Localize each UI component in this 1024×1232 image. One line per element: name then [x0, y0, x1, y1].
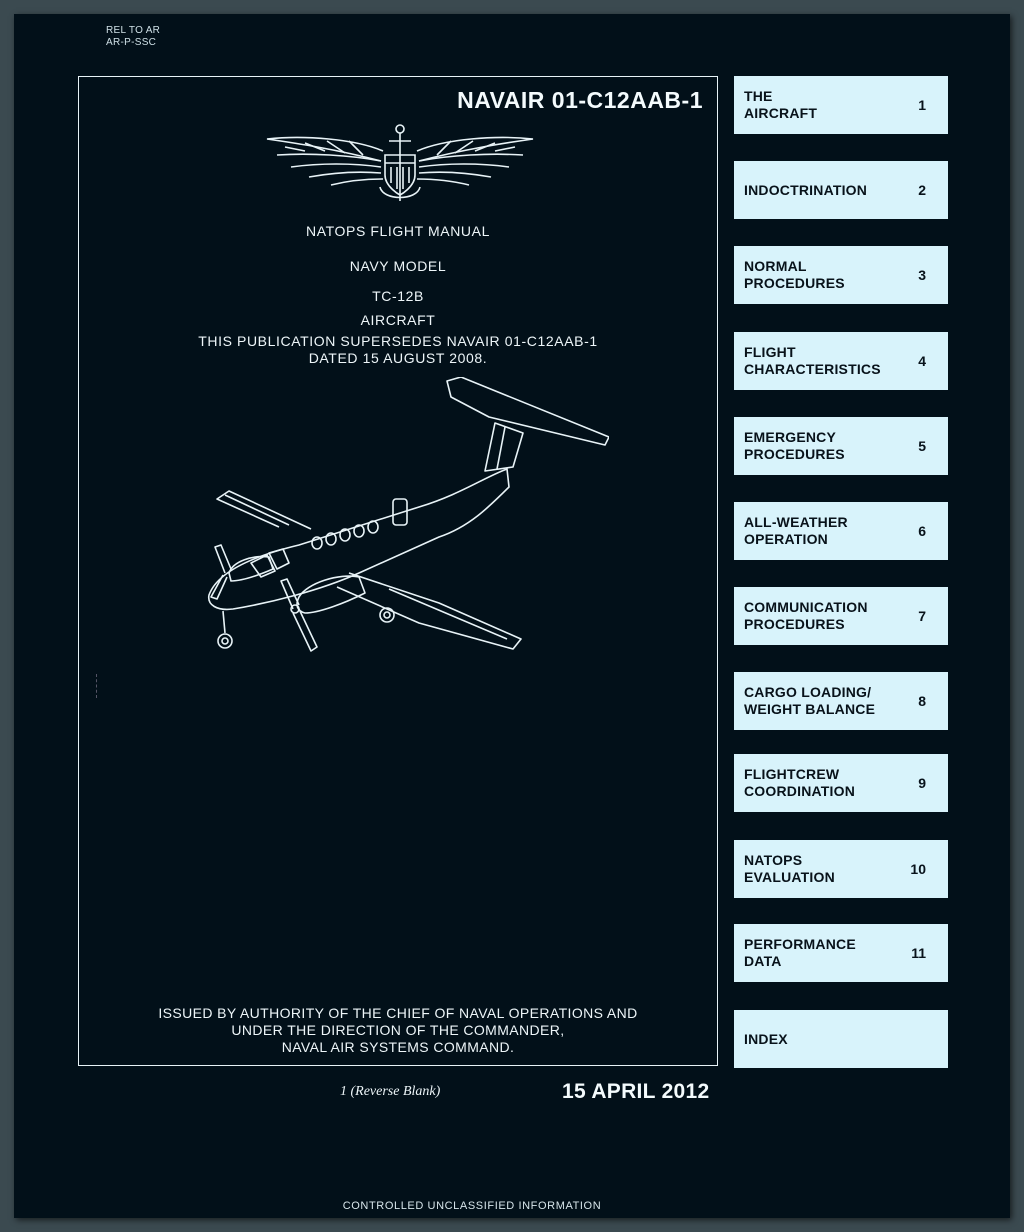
tab-number: 9 [918, 775, 926, 791]
tab-cargo-loading-weight-balance[interactable] [734, 672, 948, 730]
tab-label: FLIGHT CHARACTERISTICS [744, 344, 881, 377]
tab-flightcrew-coordination[interactable] [734, 754, 948, 812]
authority-line-1: ISSUED BY AUTHORITY OF THE CHIEF OF NAVAL OPERATIONS AND [158, 1005, 638, 1021]
tab-number: 2 [918, 182, 926, 198]
tab-label: NORMAL PROCEDURES [744, 258, 845, 291]
tab-natops-evaluation[interactable] [734, 840, 948, 898]
tab-number: 5 [918, 438, 926, 454]
tab-label: THE AIRCRAFT [744, 88, 818, 121]
aircraft-line-drawing [189, 377, 609, 667]
tab-the-aircraft[interactable] [734, 76, 948, 134]
tab-label: NATOPS EVALUATION [744, 852, 835, 885]
distribution-line-2: AR-P-SSC [106, 37, 157, 48]
tab-number: 7 [918, 608, 926, 624]
tab-label: FLIGHTCREW COORDINATION [744, 766, 856, 799]
tab-indoctrination[interactable] [734, 161, 948, 219]
cover-frame [78, 76, 718, 1066]
tab-label: ALL-WEATHER OPERATION [744, 514, 848, 547]
tab-performance-data[interactable] [734, 924, 948, 982]
tab-number: 8 [918, 693, 926, 709]
authority-line-3: NAVAL AIR SYSTEMS COMMAND. [281, 1039, 515, 1055]
tab-number: 4 [918, 353, 926, 369]
authority-line-2: UNDER THE DIRECTION OF THE COMMANDER, [231, 1022, 565, 1038]
publication-number: NAVAIR 01-C12AAB-1 [457, 87, 703, 113]
naval-aviator-wings-icon [265, 121, 535, 211]
tab-label: CARGO LOADING/ WEIGHT BALANCE [744, 684, 876, 717]
distribution-line-1: REL TO AR [106, 25, 161, 36]
tab-emergency-procedures[interactable] [734, 417, 948, 475]
supersedes-line-2: DATED 15 AUGUST 2008. [308, 350, 488, 366]
tab-label: INDOCTRINATION [744, 181, 868, 198]
tab-number: 1 [918, 97, 926, 113]
tab-flight-characteristics[interactable] [734, 332, 948, 390]
tab-number: 10 [910, 861, 926, 877]
issue-date: 15 APRIL 2012 [562, 1080, 710, 1103]
aircraft-label: AIRCRAFT [360, 312, 436, 328]
manual-cover-page [14, 14, 1010, 1218]
supersedes-line-1: THIS PUBLICATION SUPERSEDES NAVAIR 01-C12AAB-1 [198, 333, 598, 349]
model-label: NAVY MODEL [349, 258, 447, 274]
tab-communication-procedures[interactable] [734, 587, 948, 645]
issuing-authority [79, 1005, 717, 1056]
tab-label: EMERGENCY PROCEDURES [744, 429, 845, 462]
model-designation: TC-12B [372, 288, 424, 304]
margin-mark [96, 674, 98, 698]
manual-title: NATOPS FLIGHT MANUAL [306, 223, 490, 239]
tab-number: 6 [918, 523, 926, 539]
tab-all-weather-operation[interactable] [734, 502, 948, 560]
tab-normal-procedures[interactable] [734, 246, 948, 304]
tab-number: 11 [911, 945, 926, 961]
tab-index[interactable] [734, 1010, 948, 1068]
tab-label: INDEX [744, 1030, 788, 1047]
tab-number: 3 [918, 267, 926, 283]
distribution-statement [106, 25, 160, 49]
page-note: 1 (Reverse Blank) [340, 1084, 441, 1099]
tab-label: PERFORMANCE DATA [744, 936, 856, 969]
tab-label: COMMUNICATION PROCEDURES [744, 599, 868, 632]
classification-marking: CONTROLLED UNCLASSIFIED INFORMATION [342, 1200, 602, 1212]
